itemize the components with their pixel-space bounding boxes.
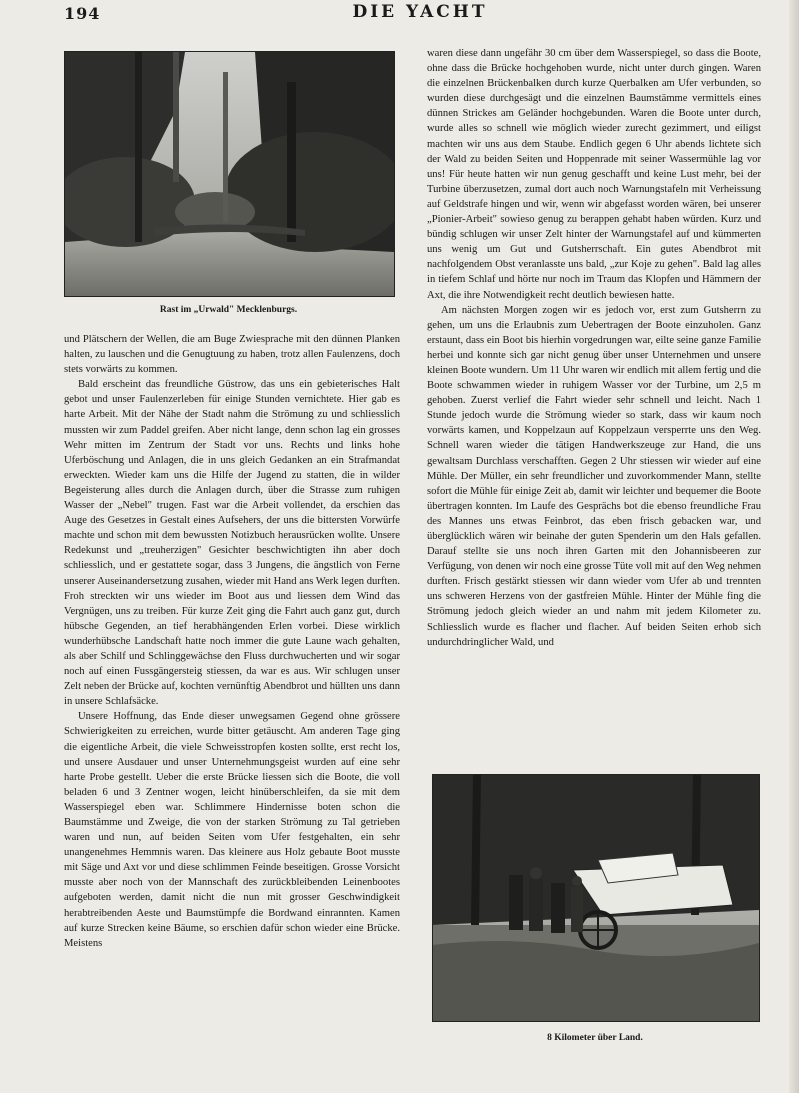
paragraph: waren diese dann ungefähr 30 cm über dem Wasserspiegel, so dass die Boote, ohne dass die Brücke hochgehoben wurde, nicht unter durch gingen. Waren die einzelnen Brückenbalken durch kurze Querbalken am Ufer verbunden, so wurden diese durchgesägt und die einzelnen Baumstämme vermittels eines dünnen Strickes am Geländer hochgebunden. Waren die Boote unter durch, wurde alles so schnell wie möglich wieder zurecht gezimmert, und eiligst machten wir uns aus dem Staube. Endlich gegen 6 Uhr abends lichtete sich der Wald zu beiden Seiten und Hoppenrade mit seiner Wassermühle lag vor uns! Für heute hatten wir nun genug geschafft und keine Lust mehr, bei der Turbine überzusetzen, zumal dort auch noch Warnungstafeln mit Verheissung auf Geldstrafe hingen und wir, wenn wir abgefasst worden wären, bei unserer „Pionier-Arbeit" sowieso genug zu berappen gehabt haben würden. Kurz und bündig schlugen wir unser Zelt hinter der Warnungstafel auf und kümmerten uns wenig um Gut und Gutsherrschaft. Ein gutes Abendbrot mit nachfolgendem Obst veranlasste uns bald, „zur Koje zu gehen". Bald lag alles in tiefem Schlaf und hörte nur noch im Traum das Klopfen und Hämmern der Axt, die ihre Notwendigkeit recht deutlich bewiesen hatte. xyxy=(427,48,761,301)
figure-caption-1: Rast im „Urwald" Mecklenburgs. xyxy=(159,305,298,315)
left-column-text xyxy=(64,332,400,1072)
page-edge-shadow xyxy=(789,0,799,1093)
figure-caption-2: 8 Kilometer über Land. xyxy=(547,1033,643,1043)
paragraph: Bald erscheint das freundliche Güstrow, das uns ein gebieterisches Halt gebot und unser Faulenzerleben für einige Stunden vernichtete. Hier gab es harte Arbeit. Mit der Nähe der Stadt nahm die Strömung zu und schliesslich mussten wir zum Paddel greifen. Aber nicht lange, denn schon lag ein grosses Wehr mitten im Zentrum der Stadt vor uns. Rechts und links hohe Uferböschung und Anlagen, die in uns gleich Gedanken an ein Strafmandat erweckten. Wieder kam uns die Hilfe der Jugend zu statten, die in wilder Begeisterung alles durch die Anlagen durch, über die Strasse zum ruhigen Wasser der „Nebel" trugen. Fast war die Arbeit vollendet, da erschien das Auge des Gesetzes in Gestalt eines Aufsehers, der uns die bittersten Vorwürfe machte und schon mit dem bewussten Notizbuch herausrücken wollte. Unsere Redekunst und „treuherzigen" Gesichter beschwichtigten ihn aber doch schliesslich, und er gestattete sogar, dass 3 Jungens, die ängstlich von Ferne unserer Auseinandersetzung zusahen, wieder mit Hand ans Werk legen durften. Froh streckten wir uns wieder im Boot aus und liessen dem Wind das Vergnügen, uns zu treiben. Für kurze Zeit ging die Fahrt auch ganz gut, durch hübsche Gegenden, an tief herabhängenden Erlen vorbei. Diese wirklich wunderhübsche Landschaft hatte noch immer die gute Laune wach gehalten, als aber Schilf und Schlinggewächse den Fluss durchwucherten und wir sogar noch auf einen Fussgängersteig stiessen, da war es aus. Wir schlugen unser Zelt neben der Brücke auf, kochten vernünftig Abendbrot und hüllten uns dann in unsere Schlafsäcke. xyxy=(64,379,400,708)
paragraph: Unsere Hoffnung, das Ende dieser unwegsamen Gegend ohne grössere Schwierigkeiten zu erreichen, wurde bitter getäuscht. Am anderen Tage ging die eigentliche Arbeit, die viele Schweisstropfen kosten sollte, erst recht los, und unsere Ausdauer und unser Unternehmungsgeist wurden auf eine sehr harte Probe gestellt. Ueber die erste Brücke liessen sich die Boote, die voll beladen 6 und 3 Zentner wogen, leicht hinüberschleifen, da sie mit dem Wasserspiegel eben war. Schlimmere Hindernisse boten schon die Baumstämme und Zweige, die von der starken Strömung zu Tal getrieben waren und nun, auf beiden Seiten vom Ufer festgehalten, ein sehr unangenehmes Hemmnis waren. Das kleinere aus Holz gebaute Boot musste mit Säge und Axt vor und diese schlimmen Feinde beseitigen. Grosse Vorsicht musste aber noch von der Mannschaft des zurückbleibenden Leinenbootes aufgeboten werden, damit nicht die nun mit grosser Geschwindigkeit herabtreibenden Aeste und Baumstümpfe die Bordwand einrannten. Kamen auf kurze Strecken keine Bäume, so erschien dafür schon wieder eine Brücke. Meistens xyxy=(64,711,400,949)
paragraph: und Plätschern der Wellen, die am Buge Zwiesprache mit den dünnen Planken halten, zu lauschen und die Genugtuung zu haben, trotz allen Faulenzens, doch stets vorwärts zu kommen. xyxy=(64,334,400,376)
paragraph: Am nächsten Morgen zogen wir es jedoch vor, erst zum Gutsherrn zu gehen, um uns die Erlaubnis zum Uebertragen der Boote einzuholen. Ganz erstaunt, dass ein Boot bis hierhin vorgedrungen war, eilte seine ganze Familie herbei und konnte sich gar nicht genug über unser Unternehmen und unsere kleinen Boote wundern. Um 11 Uhr waren wir endlich mit allem fertig und die Boote schwammen wieder in ruhigem Wasser vor der Turbine, um 2,5 m gehoben. Zuerst verlief die Fahrt wieder sehr schnell und leicht. Nach 1 Stunde jedoch wurde die Strömung wieder so stark, dass wir kaum noch vorwärts kamen, und Koppelzaun auf Koppelzaun versperrte uns den Weg. Schnell waren wieder die tätigen Handwerkszeuge zur Hand, die uns gewaltsam Durchlass verschafften. Gegen 2 Uhr stiessen wir wieder auf eine Mühle. Der Müller, ein sehr freundlicher und zuvorkommender Mann, stellte sofort die Mühle für einige Zeit ab, damit wir leichter und bequemer die Boote übertragen konnten. Im Laufe des Gesprächs bot die ebenso freundliche Frau des Mannes uns etwas Feinbrot, das eben frisch gebacken war, und überglücklich wären wir beinahe der guten Spenderin um den Hals gefallen. Darauf stellte sie uns noch ihren Garten mit den Johannisbeeren zur Verfügung, von denen wir noch eine grosse Tüte voll mit auf den Weg nehmen durften. Frisch gestärkt stiessen wir dann wieder vom Ufer ab und trennten uns schweren Herzens von der gastfreien Mühle. Hinter der Mühle fing die Strömung jedoch gleich wieder an und nahm mit jedem Kilometer zu. Schliesslich wurde es flacher und flacher. Auf beiden Seiten erhob sich undurchdringlicher Wald, und xyxy=(427,304,761,648)
right-column-text xyxy=(427,46,761,758)
running-title: DIE YACHT xyxy=(352,2,488,22)
photo-forest-rest xyxy=(64,51,395,297)
photo-boats-over-land xyxy=(432,774,760,1022)
page-number: 194 xyxy=(64,4,101,23)
